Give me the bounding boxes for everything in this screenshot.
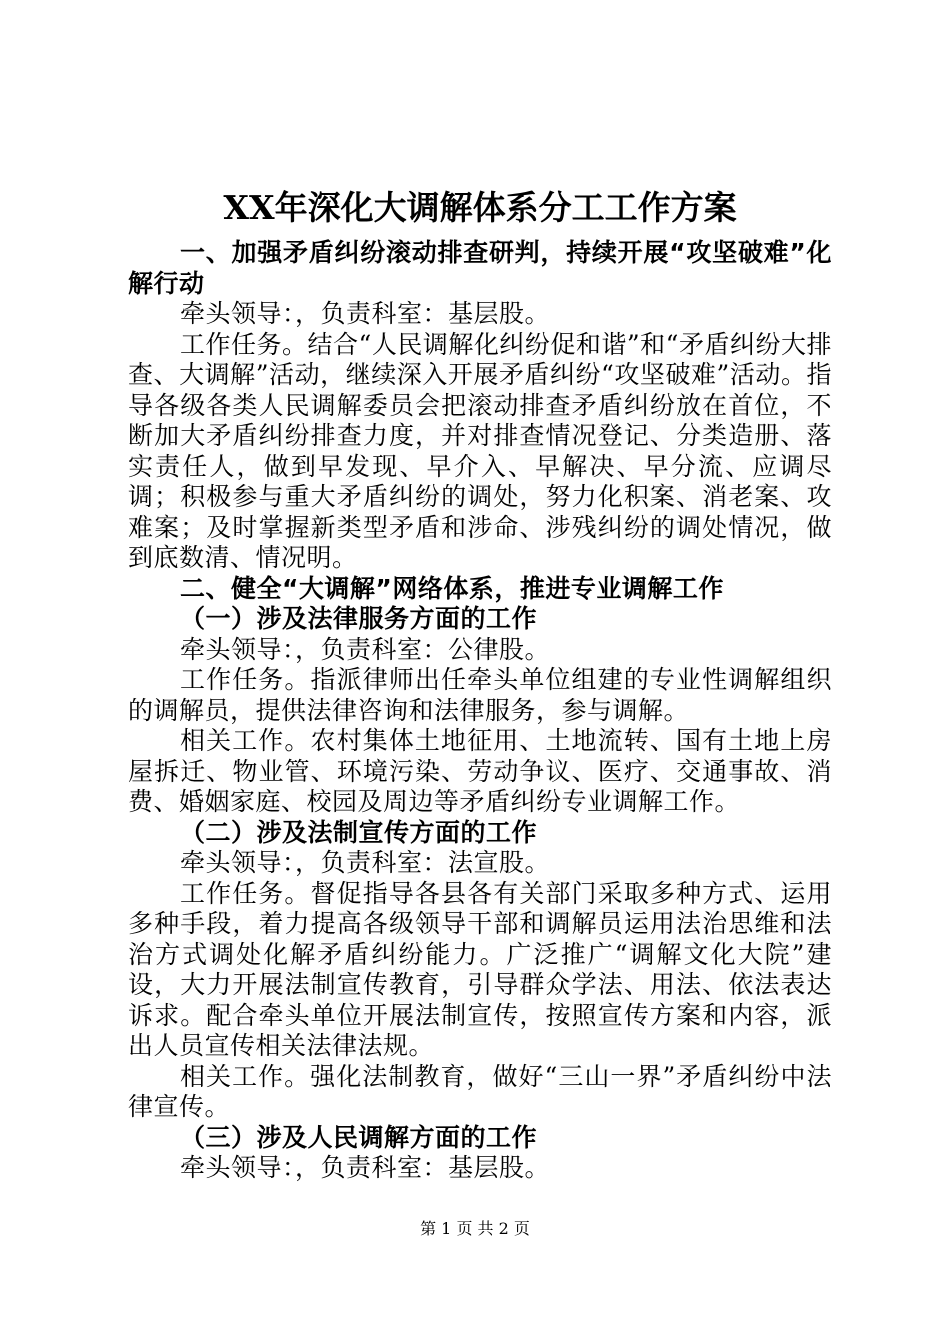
lead-info-3: 牵头领导：，负责科室：法宣股。 <box>180 848 551 877</box>
task-paragraph-1: 工作任务。结合“人民调解化纠纷促和谐”和“矛盾纠纷大排查、大调解”活动，继续深入开展矛盾纠纷“攻坚破难”活动。指导各级各类人民调解委员会把滚动排查矛盾纠纷放在首位，不断加大矛盾纠纷排查力度，并对排查情况登记、分类造册、落实责任人，做到早发现、早介入、早解决、早分流、应调尽调；积极参与重大矛盾纠纷的调处，努力化积案、消老案、攻难案；及时掌握新类型矛盾和涉命、涉残纠纷的调处情况，做到底数清、情况明。 <box>128 329 832 572</box>
task-paragraph-2: 工作任务。指派律师出任牵头单位组建的专业性调解组织的调解员，提供法律咨询和法律服务，参与调解。 <box>128 665 832 725</box>
task-paragraph-3: 工作任务。督促指导各县各有关部门采取多种方式、运用多种手段，着力提高各级领导干部和调解员运用法治思维和法治方式调处化解矛盾纠纷能力。广泛推广“调解文化大院”建设，大力开展法制宣传教育，引导群众学法、用法、依法表达诉求。配合牵头单位开展法制宣传，按照宣传方案和内容，派出人员宣传相关法律法规。 <box>128 878 832 1060</box>
subsection-heading-2: （二）涉及法制宣传方面的工作 <box>180 817 538 847</box>
document-title: XX年深化大调解体系分工工作方案 <box>223 188 737 227</box>
section-heading-1: 一、加强矛盾纠纷滚动排查研判，持续开展“攻坚破难”化解行动 <box>128 238 832 298</box>
lead-info-2: 牵头领导：，负责科室：公律股。 <box>180 634 551 664</box>
lead-info-1: 牵头领导：，负责科室：基层股。 <box>180 299 551 328</box>
related-work-paragraph-1: 相关工作。农村集体土地征用、土地流转、国有土地上房屋拆迁、物业管、环境污染、劳动争议、医疗、交通事故、消费、婚姻家庭、校园及周边等矛盾纠纷专业调解工作。 <box>128 726 832 816</box>
related-work-paragraph-2: 相关工作。强化法制教育，做好“三山一界”矛盾纠纷中法律宣传。 <box>128 1061 832 1121</box>
subsection-heading-3: （三）涉及人民调解方面的工作 <box>180 1122 538 1152</box>
document-body <box>128 180 832 1184</box>
subsection-heading-1: （一）涉及法律服务方面的工作 <box>180 604 538 633</box>
lead-info-4: 牵头领导：，负责科室：基层股。 <box>180 1153 551 1182</box>
page-number-footer: 第 1 页 共 2 页 <box>420 1219 530 1238</box>
section-heading-2: 二、健全“大调解”网络体系，推进专业调解工作 <box>180 573 724 603</box>
